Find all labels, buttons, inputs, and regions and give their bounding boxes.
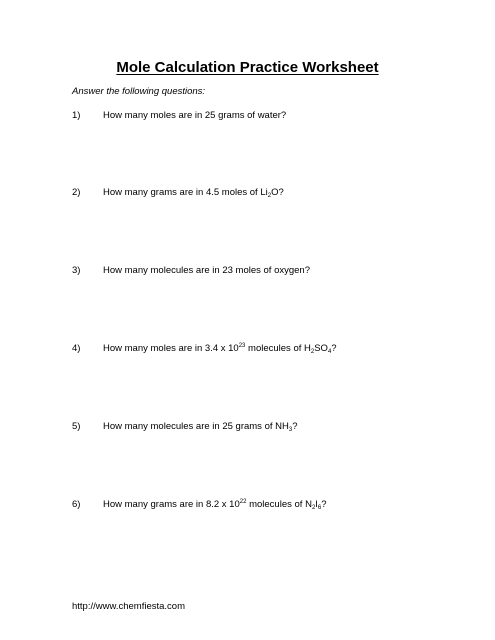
question-text: How many moles are in 3.4 x $10^{23}$ molecules of $H_2SO_4$? — [103, 343, 337, 355]
footer-url: http://www.chemfiesta.com — [72, 601, 185, 612]
question-number: 4) — [72, 343, 81, 354]
question-3 — [72, 265, 432, 279]
instructions-text: Answer the following questions: — [72, 86, 206, 97]
question-5 — [72, 421, 432, 435]
question-text: How many grams are in 8.2 x $10^{22}$ molecules of $N_2I_6$? — [103, 499, 327, 511]
question-text: How many molecules are in 23 moles of oxygen? — [103, 265, 310, 276]
question-number: 6) — [72, 499, 81, 510]
question-6 — [72, 499, 432, 513]
page-title: Mole Calculation Practice Worksheet — [116, 59, 379, 76]
question-number: 5) — [72, 421, 81, 432]
question-number: 2) — [72, 187, 81, 198]
question-text: How many grams are in 4.5 moles of $Li_2O$? — [103, 187, 284, 199]
question-2 — [72, 187, 432, 201]
question-text: How many molecules are in 25 grams of $NH_3$? — [103, 421, 298, 433]
question-number: 1) — [72, 110, 81, 121]
question-4 — [72, 343, 432, 357]
question-number: 3) — [72, 265, 81, 276]
question-text: How many moles are in 25 grams of water? — [103, 110, 287, 121]
question-1 — [72, 110, 432, 124]
